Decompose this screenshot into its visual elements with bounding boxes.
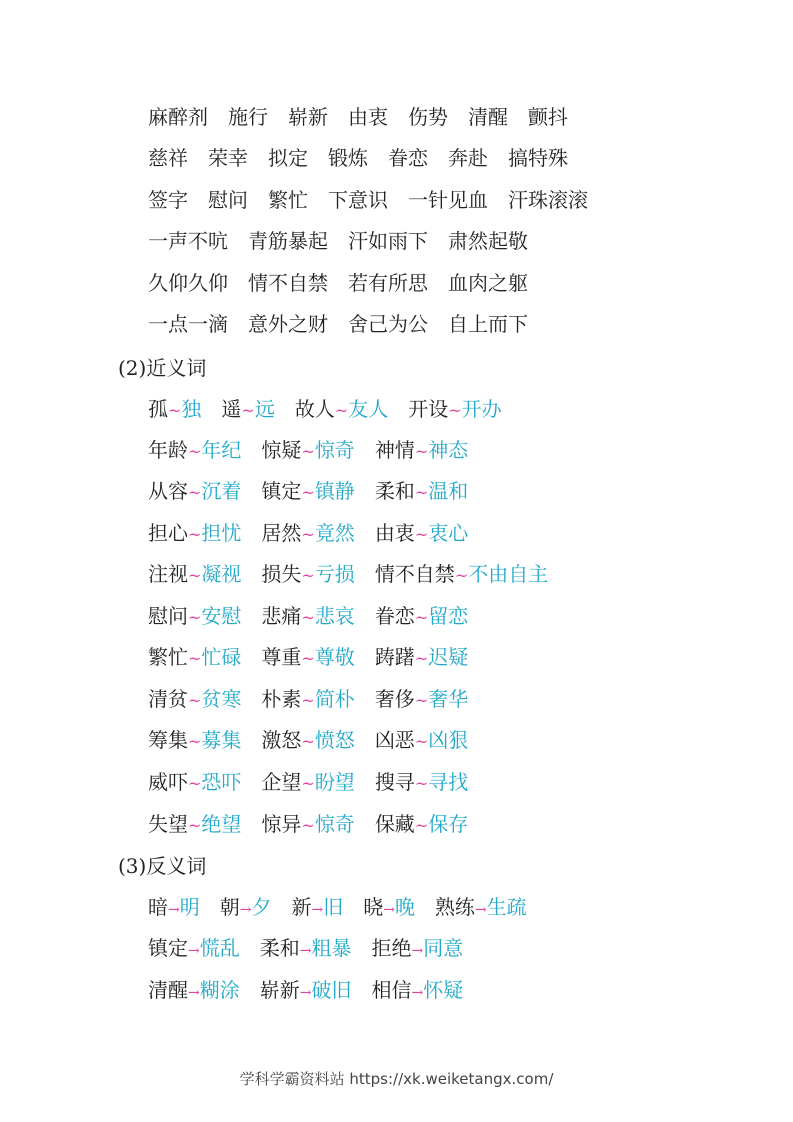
pair-answer: 独 [181, 397, 202, 421]
pair-word: 崭新 [259, 978, 300, 1002]
word-pair [295, 397, 388, 421]
pair-answer: 衷心 [428, 521, 469, 545]
pair-word: 遥 [221, 397, 242, 421]
tilde-separator: ~ [188, 732, 202, 751]
word-pair [148, 397, 201, 421]
tilde-separator: ~ [414, 816, 429, 835]
pair-word: 由衷 [374, 521, 415, 545]
pair-answer: 盼望 [314, 770, 355, 794]
pair-word: 悲痛 [261, 604, 302, 628]
word-pair [148, 728, 241, 752]
pair-word: 眷恋 [374, 604, 415, 628]
word-pair [261, 770, 354, 794]
vocab-word: 繁忙 [268, 188, 308, 212]
word-pair [375, 812, 468, 836]
pair-word: 奢侈 [374, 687, 415, 711]
pair-word: 暗 [148, 895, 168, 919]
word-pair [148, 604, 241, 628]
synonym-row [148, 561, 568, 589]
pair-answer: 恐吓 [201, 770, 242, 794]
pair-answer: 奢华 [428, 687, 469, 711]
pair-word: 居然 [261, 521, 302, 545]
pair-answer: 远 [254, 397, 275, 421]
tilde-separator: ~ [414, 608, 429, 627]
synonym-row [148, 686, 488, 714]
pair-answer: 糊涂 [199, 978, 240, 1002]
arrow-icon: → [299, 943, 312, 959]
pair-word: 孤 [148, 397, 168, 421]
word-pair [148, 895, 200, 919]
tilde-separator: ~ [301, 732, 315, 751]
word-pair [261, 562, 354, 586]
word-pair [408, 397, 501, 421]
tilde-separator: ~ [414, 525, 429, 544]
vocab-word: 下意识 [328, 188, 388, 212]
pair-answer: 同意 [423, 936, 464, 960]
tilde-separator: ~ [414, 774, 429, 793]
pair-word: 清醒 [148, 978, 188, 1002]
tilde-separator: ~ [188, 483, 202, 502]
vocab-word: 舍己为公 [348, 312, 428, 336]
pair-word: 镇定 [148, 936, 188, 960]
vocab-word: 伤势 [408, 105, 448, 129]
tilde-separator: ~ [188, 525, 202, 544]
word-pair [148, 936, 240, 960]
pair-word: 企望 [261, 770, 302, 794]
word-pair [375, 479, 468, 503]
pair-word: 故人 [294, 397, 335, 421]
pair-answer: 旧 [323, 895, 344, 919]
word-pair [261, 521, 354, 545]
tilde-separator: ~ [414, 691, 429, 710]
pair-word: 尊重 [261, 645, 302, 669]
vocab-row [148, 104, 588, 130]
tilde-separator: ~ [301, 816, 315, 835]
word-pair [375, 645, 468, 669]
word-pair [148, 438, 241, 462]
word-pair [260, 936, 352, 960]
pair-word: 柔和 [259, 936, 300, 960]
vocab-word: 汗如雨下 [348, 229, 428, 253]
word-pair [375, 770, 468, 794]
pair-answer: 怀疑 [423, 978, 464, 1002]
pair-word: 朝 [219, 895, 240, 919]
tilde-separator: ~ [188, 774, 202, 793]
word-pair [148, 687, 241, 711]
pair-answer: 悲哀 [314, 604, 355, 628]
pair-answer: 惊奇 [314, 812, 355, 836]
pair-answer: 惊奇 [314, 438, 355, 462]
pair-answer: 保存 [428, 812, 469, 836]
pair-answer: 神态 [428, 438, 469, 462]
pair-word: 威吓 [148, 770, 188, 794]
vocab-word: 崭新 [288, 105, 328, 129]
vocab-row [148, 311, 548, 337]
word-pair [220, 895, 272, 919]
word-pair [261, 438, 354, 462]
vocab-word: 一声不吭 [148, 229, 228, 253]
pair-answer: 温和 [428, 479, 469, 503]
synonym-row [148, 644, 488, 672]
vocab-word: 意外之财 [248, 312, 328, 336]
tilde-separator: ~ [241, 401, 255, 420]
pair-answer: 沉着 [201, 479, 242, 503]
pair-answer: 镇静 [314, 479, 355, 503]
vocab-word: 若有所思 [348, 271, 428, 295]
pair-answer: 尊敬 [314, 645, 355, 669]
vocab-word: 汗珠滚滚 [508, 188, 588, 212]
pair-word: 情不自禁 [374, 562, 455, 586]
word-pair [371, 978, 463, 1002]
footer-watermark: 学科学霸资料站 https://xk.weiketangx.com/ [239, 1070, 554, 1088]
pair-answer: 安慰 [201, 604, 242, 628]
word-pair [260, 978, 352, 1002]
vocab-row [148, 228, 548, 254]
vocab-word: 麻醉剂 [148, 105, 208, 129]
tilde-separator: ~ [414, 442, 429, 461]
pair-word: 柔和 [374, 479, 415, 503]
pair-word: 拒绝 [371, 936, 412, 960]
pair-word: 朴素 [261, 687, 302, 711]
pair-word: 损失 [261, 562, 302, 586]
arrow-icon: → [411, 985, 424, 1001]
tilde-separator: ~ [414, 732, 429, 751]
tilde-separator: ~ [454, 566, 469, 585]
word-pair [148, 812, 241, 836]
tilde-separator: ~ [168, 401, 182, 420]
arrow-icon: → [383, 902, 395, 918]
pair-answer: 不由自主 [468, 562, 549, 586]
tilde-separator: ~ [414, 649, 429, 668]
word-pair [261, 687, 354, 711]
pair-word: 惊异 [261, 812, 302, 836]
pair-word: 晓 [363, 895, 384, 919]
pair-word: 相信 [371, 978, 412, 1002]
antonyms-heading: (3)反义词 [118, 854, 207, 878]
vocab-word: 眷恋 [388, 146, 428, 170]
pair-word: 年龄 [148, 438, 188, 462]
word-pair [375, 604, 468, 628]
pair-word: 慰问 [148, 604, 188, 628]
pair-answer: 粗暴 [311, 936, 352, 960]
arrow-icon: → [188, 943, 200, 959]
pair-answer: 夕 [251, 895, 272, 919]
pair-answer: 愤怒 [314, 728, 355, 752]
pair-answer: 忙碌 [201, 645, 242, 669]
word-pair [375, 687, 468, 711]
arrow-icon: → [299, 985, 312, 1001]
pair-answer: 迟疑 [428, 645, 469, 669]
vocab-word: 慰问 [208, 188, 248, 212]
pair-answer: 竟然 [314, 521, 355, 545]
antonym-row [148, 894, 547, 923]
word-pair [375, 521, 468, 545]
vocab-word: 荣幸 [208, 146, 248, 170]
vocab-word: 久仰久仰 [148, 271, 228, 295]
pair-answer: 生疏 [486, 895, 527, 919]
antonym-row [148, 977, 483, 1006]
arrow-icon: → [239, 902, 252, 918]
pair-answer: 贫寒 [201, 687, 242, 711]
word-pair [148, 978, 240, 1002]
tilde-separator: ~ [301, 691, 315, 710]
tilde-separator: ~ [188, 649, 202, 668]
tilde-separator: ~ [301, 649, 315, 668]
tilde-separator: ~ [188, 816, 202, 835]
pair-word: 熟练 [434, 895, 475, 919]
vocab-word: 血肉之躯 [448, 271, 528, 295]
vocab-row [148, 270, 548, 296]
pair-answer: 晚 [394, 895, 415, 919]
pair-word: 搜寻 [374, 770, 415, 794]
synonym-row [148, 603, 488, 631]
word-pair [261, 479, 354, 503]
tilde-separator: ~ [301, 566, 315, 585]
pair-word: 惊疑 [261, 438, 302, 462]
pair-word: 筹集 [148, 728, 188, 752]
pair-answer: 凝视 [201, 562, 242, 586]
word-pair [261, 812, 354, 836]
arrow-icon: → [474, 902, 487, 918]
pair-answer: 绝望 [201, 812, 242, 836]
pair-word: 新 [291, 895, 312, 919]
vocab-word: 一点一滴 [148, 312, 228, 336]
word-pair [371, 936, 463, 960]
tilde-separator: ~ [188, 691, 202, 710]
tilde-separator: ~ [301, 608, 315, 627]
word-pair [291, 895, 343, 919]
vocab-word: 锻炼 [328, 146, 368, 170]
vocab-word: 慈祥 [148, 146, 188, 170]
vocab-word: 自上而下 [448, 312, 528, 336]
vocab-row [148, 145, 588, 171]
word-pair [148, 562, 241, 586]
word-pair [148, 645, 241, 669]
word-pair [148, 479, 241, 503]
tilde-separator: ~ [448, 401, 462, 420]
pair-word: 神情 [374, 438, 415, 462]
tilde-separator: ~ [301, 774, 315, 793]
vocab-word: 清醒 [468, 105, 508, 129]
vocab-word: 施行 [228, 105, 268, 129]
antonym-row [148, 935, 483, 964]
tilde-separator: ~ [301, 525, 315, 544]
word-pair [375, 728, 468, 752]
pair-word: 镇定 [261, 479, 302, 503]
vocab-word: 奔赴 [448, 146, 488, 170]
tilde-separator: ~ [301, 442, 315, 461]
tilde-separator: ~ [188, 608, 202, 627]
vocab-word: 青筋暴起 [248, 229, 328, 253]
pair-word: 繁忙 [148, 645, 188, 669]
vocab-row [148, 187, 608, 213]
arrow-icon: → [188, 985, 200, 1001]
word-pair [221, 397, 274, 421]
word-pair [435, 895, 527, 919]
vocab-word: 情不自禁 [248, 271, 328, 295]
tilde-separator: ~ [188, 442, 202, 461]
pair-word: 开设 [408, 397, 449, 421]
vocab-word: 由衷 [348, 105, 388, 129]
word-pair [261, 645, 354, 669]
word-pair [148, 770, 241, 794]
synonym-row [148, 478, 488, 506]
synonym-row [148, 520, 488, 548]
pair-word: 从容 [148, 479, 188, 503]
pair-answer: 开办 [461, 397, 502, 421]
pair-answer: 募集 [201, 728, 242, 752]
arrow-icon: → [311, 902, 324, 918]
vocab-word: 搞特殊 [508, 146, 568, 170]
tilde-separator: ~ [334, 401, 349, 420]
synonym-row [148, 769, 488, 797]
synonym-row [148, 437, 488, 465]
arrow-icon: → [168, 902, 180, 918]
word-pair [261, 604, 354, 628]
vocab-word: 签字 [148, 188, 188, 212]
vocab-word: 拟定 [268, 146, 308, 170]
pair-answer: 友人 [348, 397, 389, 421]
pair-answer: 凶狠 [428, 728, 469, 752]
word-pair [148, 521, 241, 545]
vocab-word: 一针见血 [408, 188, 488, 212]
pair-answer: 年纪 [201, 438, 242, 462]
synonym-row [148, 811, 488, 839]
word-pair [261, 728, 354, 752]
word-pair [363, 895, 415, 919]
pair-word: 失望 [148, 812, 188, 836]
pair-word: 注视 [148, 562, 188, 586]
tilde-separator: ~ [414, 483, 429, 502]
word-pair [375, 438, 468, 462]
pair-answer: 明 [179, 895, 200, 919]
pair-answer: 留恋 [428, 604, 469, 628]
pair-answer: 简朴 [314, 687, 355, 711]
tilde-separator: ~ [301, 483, 315, 502]
pair-word: 踌躇 [374, 645, 415, 669]
vocab-word: 肃然起敬 [448, 229, 528, 253]
tilde-separator: ~ [188, 566, 202, 585]
pair-word: 清贫 [148, 687, 188, 711]
synonyms-heading: (2)近义词 [118, 356, 207, 380]
synonym-row [148, 396, 522, 424]
pair-word: 凶恶 [374, 728, 415, 752]
arrow-icon: → [411, 943, 424, 959]
pair-answer: 慌乱 [199, 936, 240, 960]
pair-answer: 担忧 [201, 521, 242, 545]
pair-answer: 寻找 [428, 770, 469, 794]
synonym-row [148, 727, 488, 755]
pair-word: 保藏 [374, 812, 415, 836]
word-pair [375, 562, 548, 586]
vocab-word: 颤抖 [528, 105, 568, 129]
pair-answer: 破旧 [311, 978, 352, 1002]
pair-word: 担心 [148, 521, 188, 545]
pair-answer: 亏损 [314, 562, 355, 586]
pair-word: 激怒 [261, 728, 302, 752]
